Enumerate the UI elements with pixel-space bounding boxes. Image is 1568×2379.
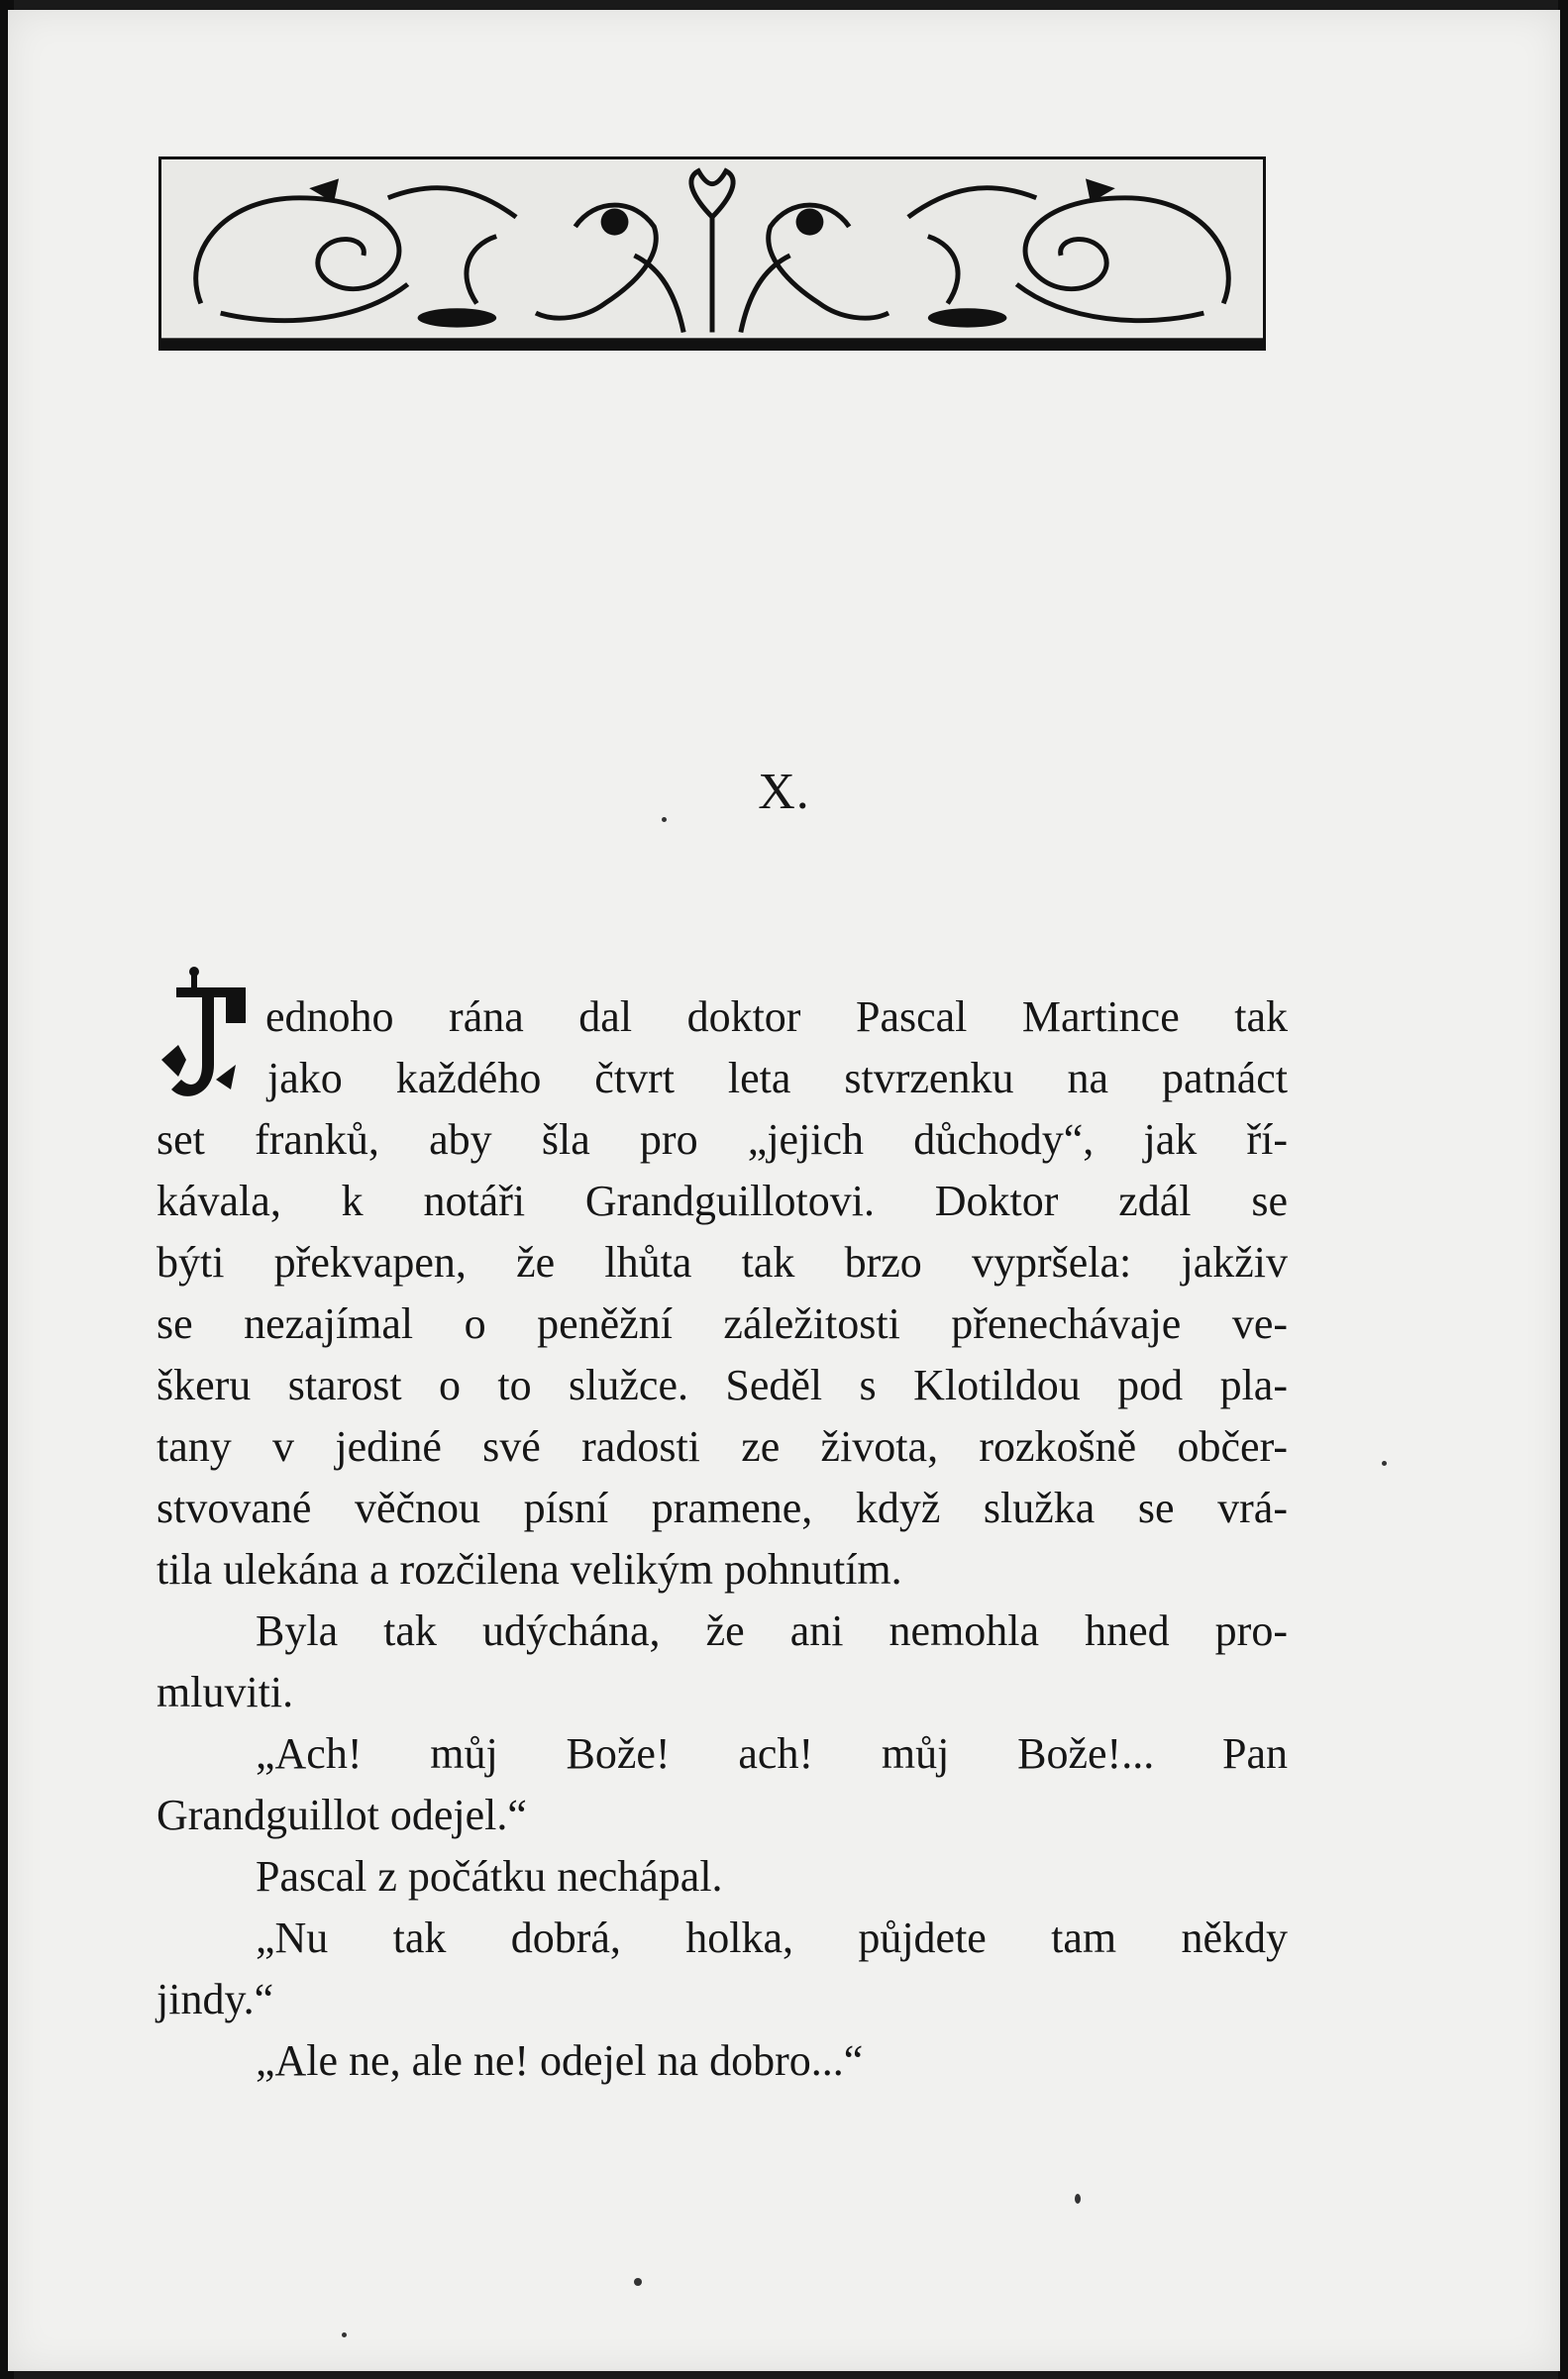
scan-speck: [342, 2332, 347, 2337]
text-line: Grandguillot odejel.“: [157, 1791, 527, 1839]
text-line: býti překvapen, že lhůta tak brzo vypršela: jakživ: [157, 1238, 1288, 1287]
text-line: škeru starost o to služce. Seděl s Klotildou pod pla-: [157, 1361, 1288, 1409]
mermaid-vignette-icon: [158, 156, 1266, 351]
text-line: se nezajímal o peněžní záležitosti přenechávaje ve-: [157, 1299, 1288, 1348]
text-line: set franků, aby šla pro „jejich důchody“, jak ří-: [157, 1115, 1288, 1164]
body-text: [157, 986, 1288, 2092]
text-line: mluviti.: [157, 1668, 294, 1716]
text-line: Pascal z počátku nechápal.: [256, 1852, 723, 1901]
scan-speck: [1075, 2194, 1081, 2204]
scan-speck: [662, 817, 667, 822]
chapter-number: X.: [758, 764, 810, 820]
scan-speck: [634, 2278, 642, 2286]
text-line: ednoho rána dal doktor Pascal Martince tak: [265, 992, 1288, 1041]
text-line: „Nu tak dobrá, holka, půjdete tam někdy: [256, 1914, 1288, 1962]
text-line: stvované věčnou písní pramene, když služka se vrá-: [157, 1484, 1288, 1532]
text-line: jako každého čtvrt leta stvrzenku na patnáct: [267, 1054, 1288, 1102]
text-line: „Ach! můj Bože! ach! můj Bože!... Pan: [256, 1729, 1288, 1778]
text-line: tila ulekána a rozčilena velikým pohnutím.: [157, 1545, 902, 1594]
text-line: jindy.“: [157, 1975, 274, 2023]
scan-speck: [1382, 1461, 1387, 1466]
text-line: kávala, k notáři Grandguillotovi. Doktor zdál se: [157, 1177, 1288, 1225]
text-line: „Ale ne, ale ne! odejel na dobro...“: [256, 2036, 864, 2085]
text-line: Byla tak udýchána, že ani nemohla hned pro-: [256, 1606, 1288, 1655]
text-line: tany v jediné své radosti ze života, rozkošně občer-: [157, 1422, 1288, 1471]
